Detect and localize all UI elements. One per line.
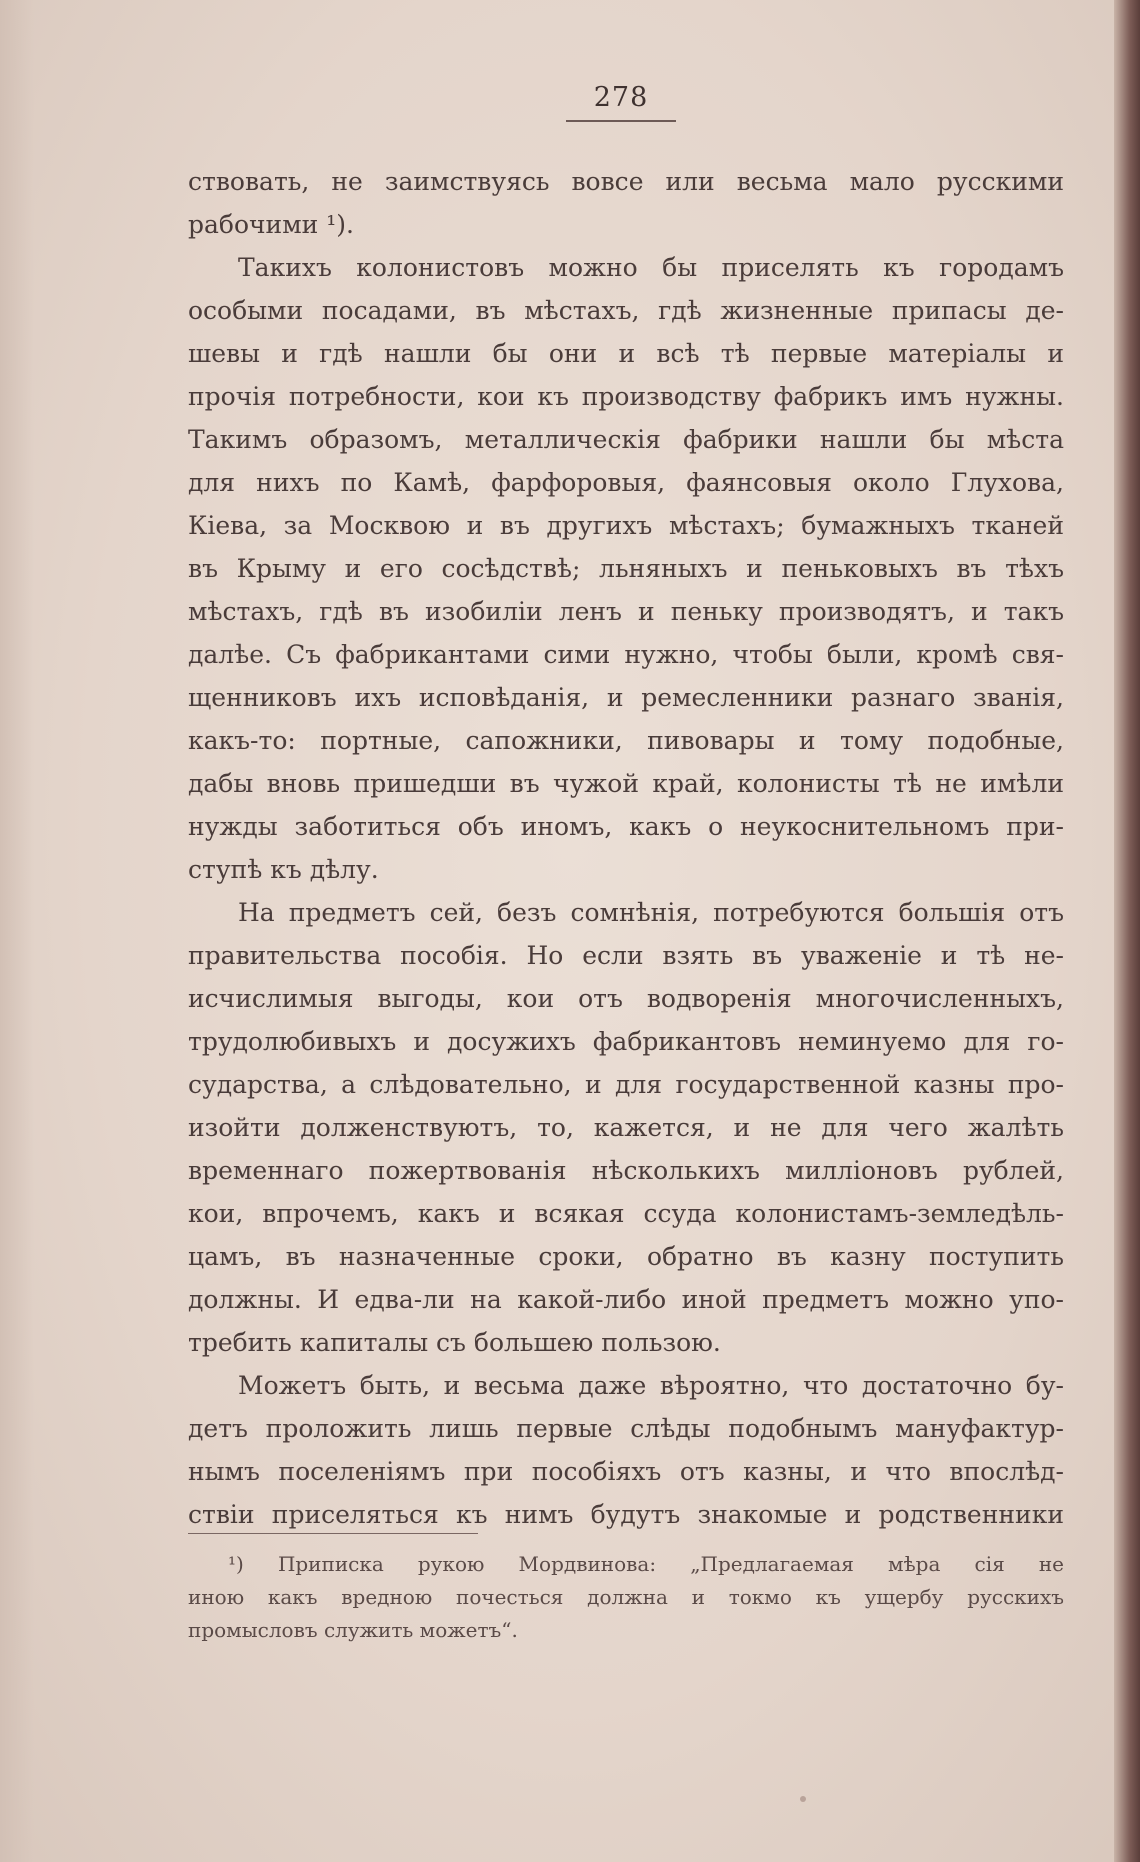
- text-line: цамъ, въ назначенные сроки, обратно въ казну поступить: [188, 1242, 1064, 1271]
- text-line: детъ проложить лишь первые слѣды подобнымъ мануфактур-: [188, 1414, 1064, 1443]
- text-line: ствовать, не заимствуясь вовсе или весьма мало русскими: [188, 167, 1064, 196]
- text-line: кои, впрочемъ, какъ и всякая ссуда колонистамъ-земледѣль-: [188, 1199, 1064, 1228]
- text-line: прочія потребности, кои къ производству фабрикъ имъ нужны.: [188, 382, 1064, 411]
- text-line: Такихъ колонистовъ можно бы приселять къ городамъ: [238, 253, 1064, 282]
- text-line: особыми посадами, въ мѣстахъ, гдѣ жизненные припасы де-: [188, 296, 1064, 325]
- footnote-line: иною какъ вредною почесться должна и токмо къ ущербу русскихъ: [188, 1585, 1064, 1609]
- text-line: щенниковъ ихъ исповѣданія, и ремесленники разнаго званія,: [188, 683, 1064, 712]
- text-line: правительства пособія. Но если взять въ уваженіе и тѣ не-: [188, 941, 1064, 970]
- page-number: 278: [593, 82, 649, 113]
- text-line: исчислимыя выгоды, кои отъ водворенія многочисленныхъ,: [188, 984, 1064, 1013]
- footnote-line: ¹) Приписка рукою Мордвинова: „Предлагаемая мѣра сія не: [228, 1552, 1064, 1576]
- page-left-shadow: [0, 0, 34, 1862]
- text-line: шевы и гдѣ нашли бы они и всѣ тѣ первые матеріалы и: [188, 339, 1064, 368]
- text-line: ствіи приселяться къ нимъ будутъ знакомые и родственники: [188, 1500, 1064, 1529]
- text-line: требить капиталы съ большею пользою.: [188, 1328, 721, 1357]
- text-line: Можетъ быть, и весьма даже вѣроятно, что достаточно бу-: [238, 1371, 1064, 1400]
- text-line: нымъ поселеніямъ при пособіяхъ отъ казны, и что впослѣд-: [188, 1457, 1064, 1486]
- body-text: [188, 160, 1064, 1536]
- footnote: [188, 1548, 1064, 1647]
- text-line: временнаго пожертвованія нѣсколькихъ милліоновъ рублей,: [188, 1156, 1064, 1185]
- text-line: для нихъ по Камѣ, фарфоровыя, фаянсовыя около Глухова,: [188, 468, 1064, 497]
- page-right-edge: [1114, 0, 1140, 1862]
- text-line: какъ-то: портные, сапожники, пивовары и тому подобные,: [188, 726, 1064, 755]
- text-line: трудолюбивыхъ и досужихъ фабрикантовъ неминуемо для го-: [188, 1027, 1064, 1056]
- text-line: изойти долженствуютъ, то, кажется, и не для чего жалѣть: [188, 1113, 1064, 1142]
- footnote-line: промысловъ служить можетъ“.: [188, 1618, 518, 1642]
- footnote-separator: [188, 1533, 478, 1534]
- text-line: далѣе. Съ фабрикантами сими нужно, чтобы были, кромѣ свя-: [188, 640, 1064, 669]
- text-line: должны. И едва-ли на какой-либо иной предметъ можно упо-: [188, 1285, 1064, 1314]
- text-line: въ Крыму и его сосѣдствѣ; льняныхъ и пеньковыхъ въ тѣхъ: [188, 554, 1064, 583]
- page-number-rule: [566, 120, 676, 122]
- text-line: нужды заботиться объ иномъ, какъ о неукоснительномъ при-: [188, 812, 1064, 841]
- text-line: мѣстахъ, гдѣ въ изобиліи ленъ и пеньку производятъ, и такъ: [188, 597, 1064, 626]
- paper-speck: [800, 1796, 806, 1802]
- text-line: рабочими ¹).: [188, 210, 354, 239]
- text-line: ступѣ къ дѣлу.: [188, 855, 379, 884]
- text-line: сударства, а слѣдовательно, и для государственной казны про-: [188, 1070, 1064, 1099]
- text-line: дабы вновь пришедши въ чужой край, колонисты тѣ не имѣли: [188, 769, 1064, 798]
- text-line: Кіева, за Москвою и въ другихъ мѣстахъ; бумажныхъ тканей: [188, 511, 1064, 540]
- text-line: На предметъ сей, безъ сомнѣнія, потребуются большія отъ: [238, 898, 1064, 927]
- text-line: Такимъ образомъ, металлическія фабрики нашли бы мѣста: [188, 425, 1064, 454]
